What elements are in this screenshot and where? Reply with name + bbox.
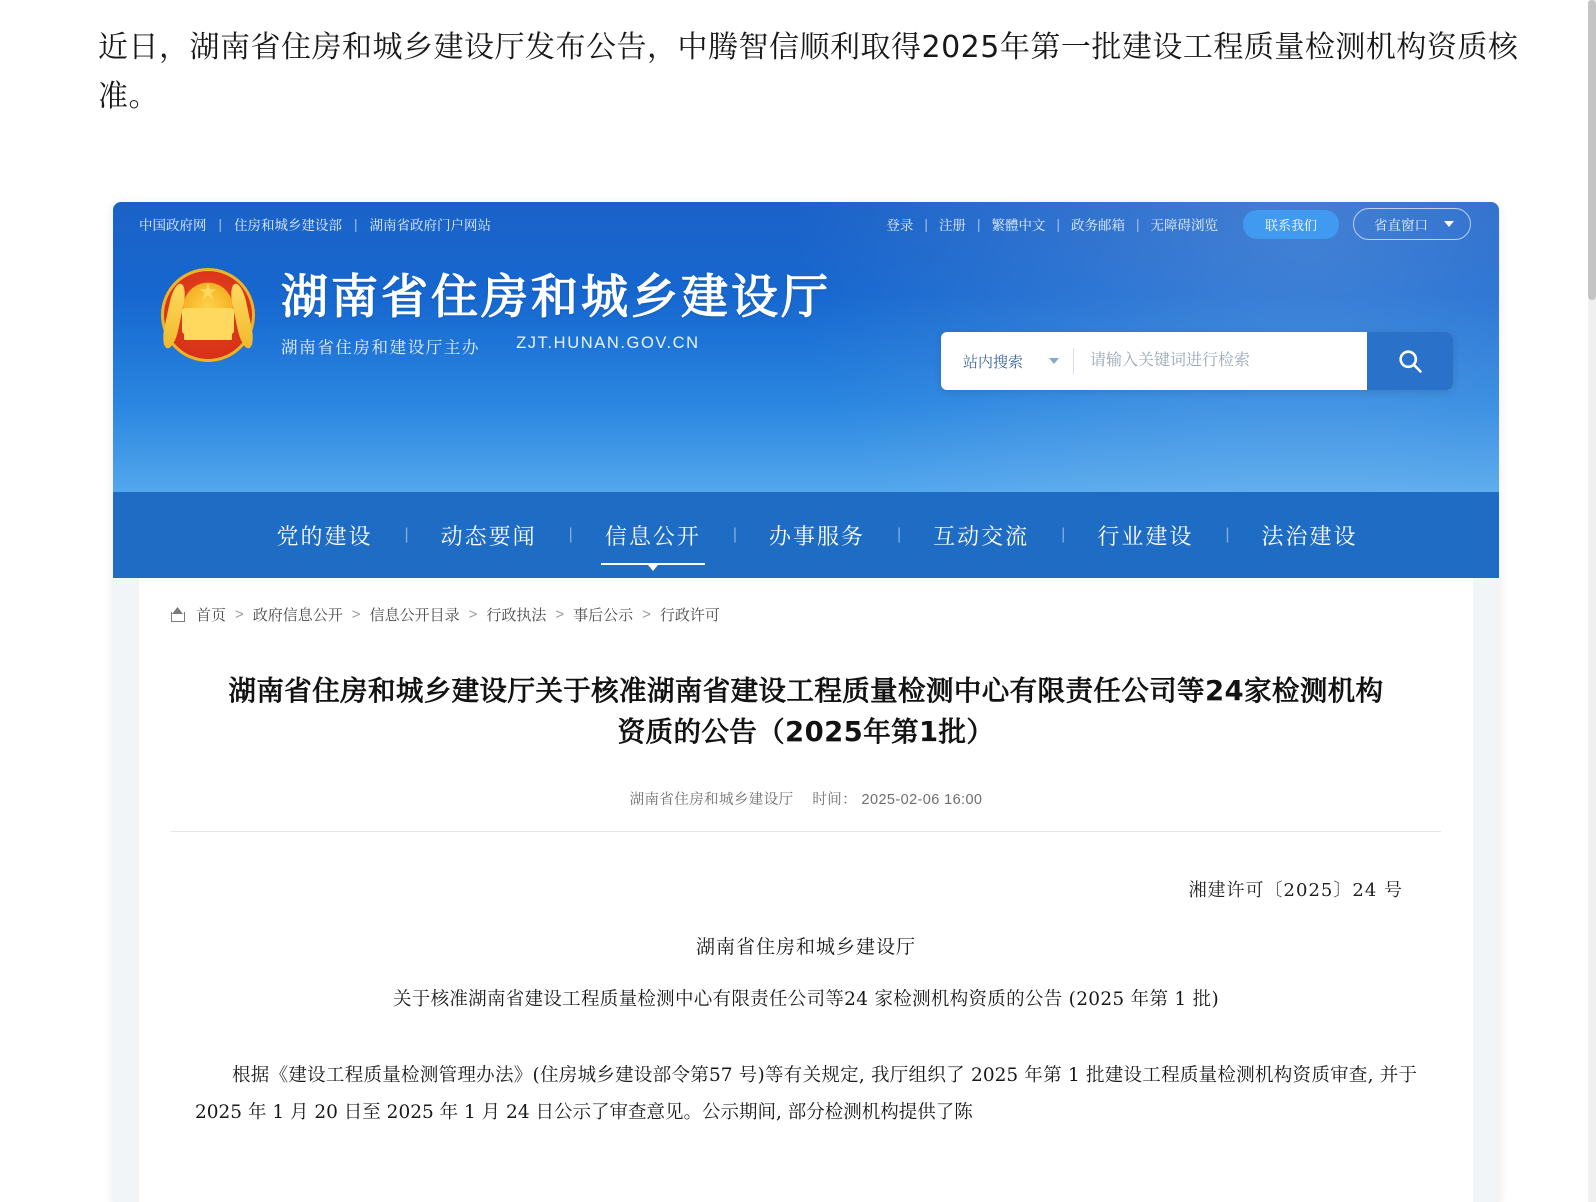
topbar-separator: | [1056, 216, 1060, 232]
brand-text [281, 269, 831, 359]
nav-item-news[interactable]: 动态要闻 [440, 524, 537, 550]
breadcrumb-item-enforcement[interactable]: 行政执法 [486, 607, 547, 624]
link-mohurd[interactable]: 住房和城乡建设部 [234, 218, 343, 233]
nav-active-indicator-icon [648, 565, 658, 571]
nav-separator: | [568, 526, 573, 543]
breadcrumb-item-post-disclosure[interactable]: 事后公示 [573, 607, 634, 624]
topbar-separator: | [354, 216, 358, 232]
website-screenshot [113, 202, 1499, 1202]
chevron-down-icon [1049, 358, 1059, 364]
site-search[interactable] [941, 332, 1453, 390]
search-icon [1396, 347, 1424, 375]
provincial-window-label: 省直窗口 [1374, 218, 1428, 233]
nav-separator: | [404, 526, 409, 543]
chevron-down-icon [1444, 221, 1454, 227]
link-traditional-chinese[interactable]: 繁體中文 [991, 218, 1046, 233]
nav-item-party-building[interactable]: 党的建设 [276, 524, 373, 550]
topbar-separator: | [976, 216, 981, 232]
main-navigation [113, 492, 1499, 578]
breadcrumb-separator: > [642, 606, 651, 623]
link-register[interactable]: 注册 [938, 218, 966, 233]
breadcrumb-separator: > [351, 606, 361, 623]
page-scrollbar-thumb[interactable] [1588, 0, 1596, 300]
search-scope-label: 站内搜索 [963, 353, 1024, 371]
nav-item-industry[interactable]: 行业建设 [1097, 524, 1194, 550]
document-number: 湘建许可〔2025〕24 号 [1188, 879, 1403, 901]
nav-item-services[interactable]: 办事服务 [768, 524, 865, 550]
search-button[interactable] [1367, 332, 1453, 390]
site-subtitle-org: 湖南省住房和建设厅主办 [281, 339, 481, 358]
search-scope-selector[interactable] [941, 351, 1073, 372]
site-subtitle [281, 334, 831, 358]
breadcrumb-separator: > [235, 606, 244, 623]
topbar-separator: | [924, 216, 928, 232]
article-intro-text: 近日，湖南省住房和城乡建设厅发布公告，中腾智信顺利取得2025年第一批建设工程质量检测机构资质核准。 [98, 30, 1519, 114]
nav-item-information-disclosure[interactable] [573, 520, 733, 551]
nav-separator: | [1061, 526, 1066, 543]
content-area [113, 578, 1499, 1202]
nav-separator: | [732, 526, 737, 543]
breadcrumb-item-gov-info[interactable]: 政府信息公开 [252, 607, 343, 624]
nav-item-rule-of-law[interactable]: 法治建设 [1261, 524, 1358, 550]
nav-separator: | [897, 526, 902, 543]
topbar-separator: | [1135, 216, 1140, 232]
provincial-window-dropdown[interactable] [1353, 208, 1471, 240]
document-subject: 关于核准湖南省建设工程质量检测中心有限责任公司等24 家检测机构资质的公告 (2025 年第 1 批) [392, 988, 1220, 1010]
link-login[interactable]: 登录 [886, 218, 914, 233]
document-title: 湖南省住房和城乡建设厅关于核准湖南省建设工程质量检测中心有限责任公司等24家检测机构资质的公告（2025年第1批） [228, 675, 1384, 749]
breadcrumb-separator: > [555, 606, 565, 623]
nav-item-information-disclosure-label: 信息公开 [604, 524, 701, 550]
link-gov-mail[interactable]: 政务邮箱 [1070, 218, 1125, 233]
site-header [113, 202, 1499, 492]
breadcrumb-home[interactable]: 首页 [196, 607, 227, 624]
breadcrumb-item-catalog[interactable]: 信息公开目录 [369, 607, 460, 624]
home-icon [171, 607, 187, 622]
document-time-label: 时间： [812, 791, 858, 808]
nav-separator: | [1225, 526, 1230, 543]
document-time-value: 2025-02-06 16:00 [861, 791, 983, 808]
national-emblem-icon [161, 268, 255, 362]
topbar-right-links [875, 208, 1471, 240]
contact-us-button[interactable]: 联系我们 [1243, 210, 1339, 239]
page-scrollbar-track[interactable] [1588, 0, 1596, 1202]
meta-divider [171, 831, 1441, 832]
document-source: 湖南省住房和城乡建设厅 [629, 791, 794, 808]
document-meta [139, 788, 1473, 809]
content-card [139, 578, 1473, 1202]
search-input[interactable] [1074, 332, 1367, 390]
emblem-star: ★ [198, 279, 218, 305]
document-paragraph: 根据《建设工程质量检测管理办法》(住房城乡建设部令第57 号)等有关规定, 我厅组织了 2025 年第 1 批建设工程质量检测机构资质审查, 并于 2025 年 1 月 20 日至 2025 年 1 月 24 日公示了审查意见。公示期间, 部分检测机构提供了陈 [195, 1064, 1417, 1124]
site-subtitle-domain: ZJT.HUNAN.GOV.CN [516, 334, 700, 353]
breadcrumb [139, 578, 1473, 625]
topbar-left-links [139, 214, 503, 234]
link-china-gov[interactable]: 中国政府网 [139, 218, 207, 233]
site-title: 湖南省住房和城乡建设厅 [281, 269, 831, 325]
nav-item-interaction[interactable]: 互动交流 [933, 524, 1030, 550]
emblem-gate [182, 308, 234, 334]
topbar-separator: | [218, 216, 223, 232]
document-issuer: 湖南省住房和城乡建设厅 [695, 935, 916, 958]
breadcrumb-item-admin-license[interactable]: 行政许可 [659, 607, 720, 624]
top-utility-bar [113, 202, 1499, 246]
link-accessibility[interactable]: 无障碍浏览 [1150, 218, 1218, 233]
link-hunan-portal[interactable]: 湖南省政府门户网站 [369, 218, 492, 233]
breadcrumb-separator: > [468, 606, 478, 623]
